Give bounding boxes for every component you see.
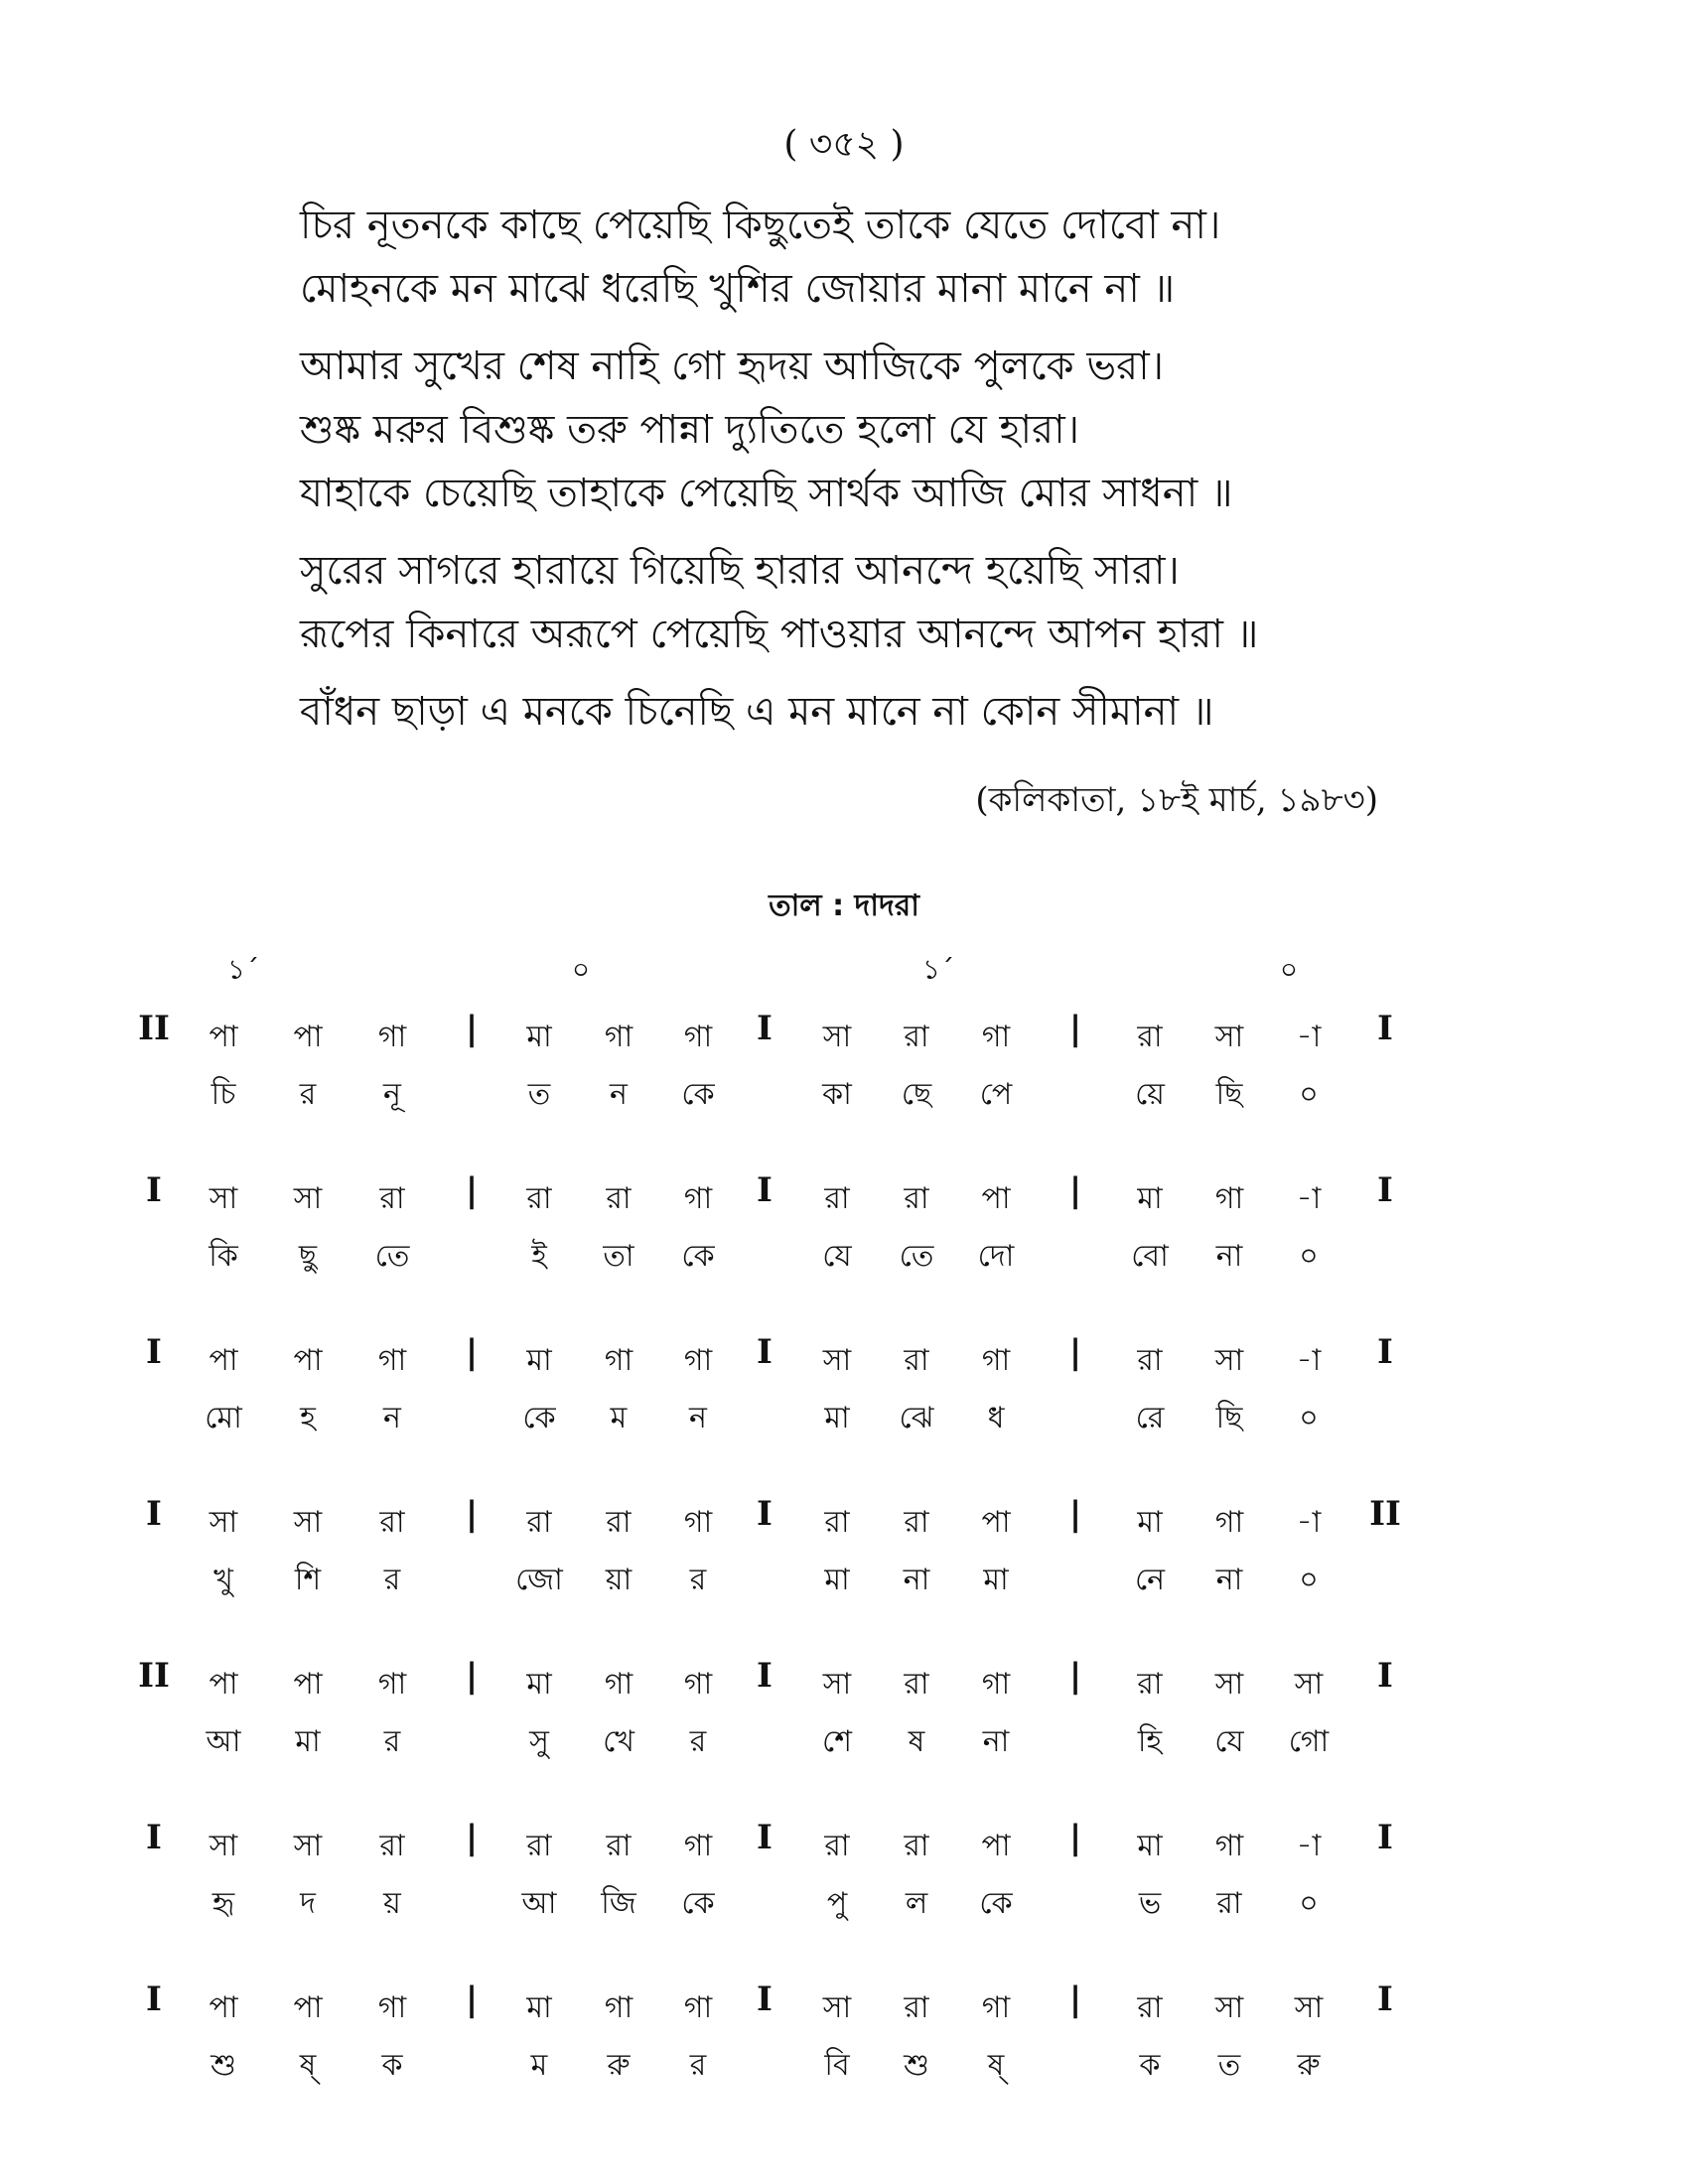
note-cell: রা	[526, 1829, 552, 1863]
note-cell: সা	[1214, 1667, 1244, 1702]
barline: I	[146, 1818, 162, 1857]
note-cell: গা	[377, 1667, 407, 1702]
lyric-syllable: ই	[531, 1239, 547, 1274]
barline: I	[757, 1170, 773, 1210]
note-cell: রা	[526, 1181, 552, 1216]
lyric-syllable: যে	[1214, 1724, 1244, 1759]
note-cell: গা	[981, 1343, 1011, 1378]
note-cell: রা	[824, 1505, 850, 1540]
lyric-syllable: র	[383, 1724, 401, 1759]
barline: II	[138, 1656, 170, 1696]
lyric-syllable: তা	[603, 1239, 634, 1274]
note-cell: সা	[822, 1020, 852, 1054]
lyric-syllable: সু	[529, 1724, 549, 1759]
lyric-syllable: কে	[681, 1077, 715, 1112]
lyric-syllable: র	[689, 2048, 707, 2083]
note-cell: রা	[904, 1829, 929, 1863]
lyric-syllable: শু	[904, 2048, 929, 2083]
note-cell: পা	[293, 1990, 323, 2025]
note-cell: পা	[293, 1667, 323, 1702]
lyric-syllable: শু	[211, 2048, 236, 2083]
note-cell: মা	[526, 1343, 552, 1378]
lyric-syllable: রু	[1297, 2048, 1321, 2083]
lyric-syllable: ষ্	[987, 2048, 1005, 2083]
barline: I	[757, 1009, 773, 1048]
lyric-line: বাঁধন ছাড়া এ মনকে চিনেছি এ মন মানে না কোন সীমানা ॥	[300, 689, 1214, 735]
note-cell: গা	[683, 1829, 713, 1863]
lyrics	[300, 194, 1491, 757]
note-cell: -া	[1296, 1020, 1322, 1054]
note-cell: সা	[293, 1829, 323, 1863]
note-cell: পা	[293, 1020, 323, 1054]
note-cell: রা	[606, 1505, 632, 1540]
note-cell: গা	[1214, 1181, 1244, 1216]
note-cell: রা	[1137, 1990, 1163, 2025]
note-cell: রা	[379, 1181, 405, 1216]
note-cell: রা	[824, 1181, 850, 1216]
note-cell: পা	[209, 1020, 238, 1054]
barline: |	[1068, 1332, 1082, 1372]
note-cell: পা	[209, 1667, 238, 1702]
lyric-syllable: ঝে	[899, 1401, 934, 1435]
lyric-syllable: আ	[521, 1886, 557, 1921]
lyric-syllable: ছি	[1215, 1077, 1243, 1112]
lyric-syllable: র	[383, 1563, 401, 1597]
lyric-syllable: ষ্	[299, 2048, 317, 2083]
lyric-syllable: র	[689, 1563, 707, 1597]
lyric-syllable: মো	[205, 1401, 242, 1435]
lyric-syllable: পু	[826, 1886, 848, 1921]
note-cell: -া	[1296, 1505, 1322, 1540]
lyric-syllable: যে	[822, 1239, 852, 1274]
barline: I	[1377, 1170, 1393, 1210]
note-cell: পা	[209, 1343, 238, 1378]
lyric-syllable: য়া	[605, 1563, 633, 1597]
note-cell: রা	[379, 1505, 405, 1540]
lyric-syllable: ন	[383, 1401, 401, 1435]
lyric-syllable: ক	[1139, 2048, 1161, 2083]
note-cell: গা	[377, 1990, 407, 2025]
lyric-syllable: হ	[300, 1401, 316, 1435]
note-cell: গা	[377, 1343, 407, 1378]
note-cell: মা	[526, 1667, 552, 1702]
note-cell: গা	[604, 1667, 633, 1702]
note-cell: সা	[1294, 1990, 1324, 2025]
barline: I	[757, 1979, 773, 2019]
note-cell: সা	[1214, 1020, 1244, 1054]
lyric-syllable: ০	[1299, 1563, 1319, 1597]
lyric-syllable: কে	[681, 1239, 715, 1274]
lyric-syllable: মা	[824, 1401, 850, 1435]
lyric-syllable: নে	[1134, 1563, 1166, 1597]
lyric-syllable: র	[689, 1724, 707, 1759]
lyric-syllable: ন	[689, 1401, 707, 1435]
barline: I	[1377, 1979, 1393, 2019]
note-cell: রা	[1137, 1020, 1163, 1054]
lyric-syllable: না	[903, 1563, 930, 1597]
note-cell: সা	[822, 1667, 852, 1702]
lyric-syllable: খে	[603, 1724, 634, 1759]
barline: I	[757, 1494, 773, 1534]
lyric-syllable: ল	[905, 1886, 928, 1921]
lyric-syllable: না	[982, 1724, 1010, 1759]
note-cell: গা	[604, 1020, 633, 1054]
lyric-syllable: ত	[1217, 2048, 1241, 2083]
note-cell: রা	[904, 1990, 929, 2025]
lyric-syllable: মা	[295, 1724, 321, 1759]
lyric-syllable: ভ	[1138, 1886, 1162, 1921]
note-cell: রা	[1137, 1343, 1163, 1378]
note-cell: গা	[683, 1020, 713, 1054]
stanza	[300, 194, 1491, 321]
lyric-line: রূপের কিনারে অরূপে পেয়েছি পাওয়ার আনন্দে আপন হারা ॥	[300, 612, 1259, 657]
note-cell: গা	[377, 1020, 407, 1054]
lyric-syllable: আ	[206, 1724, 241, 1759]
barline: I	[757, 1332, 773, 1372]
note-cell: রা	[904, 1505, 929, 1540]
lyric-syllable: কে	[979, 1886, 1013, 1921]
note-cell: পা	[981, 1505, 1011, 1540]
tala-title: তাল : দাদরা	[769, 888, 919, 923]
barline: |	[465, 1656, 479, 1696]
note-cell: -া	[1296, 1343, 1322, 1378]
lyric-syllable: কে	[522, 1401, 556, 1435]
note-cell: মা	[526, 1990, 552, 2025]
note-cell: গা	[683, 1181, 713, 1216]
note-cell: মা	[526, 1020, 552, 1054]
barline: |	[1068, 1009, 1082, 1048]
note-cell: পা	[293, 1343, 323, 1378]
note-cell: সা	[1214, 1990, 1244, 2025]
lyric-syllable: র	[299, 1077, 317, 1112]
note-cell: গা	[604, 1343, 633, 1378]
barline: |	[465, 1818, 479, 1857]
lyric-syllable: ছু	[298, 1239, 318, 1274]
lyric-syllable: রে	[1135, 1401, 1165, 1435]
note-cell: গা	[981, 1667, 1011, 1702]
barline: II	[1369, 1494, 1401, 1534]
lyric-syllable: না	[1215, 1563, 1243, 1597]
beat-marker: ০	[1279, 953, 1299, 986]
barline: I	[146, 1494, 162, 1534]
lyric-syllable: বো	[1131, 1239, 1169, 1274]
note-cell: মা	[1137, 1181, 1163, 1216]
barline: I	[1377, 1656, 1393, 1696]
barline: |	[1068, 1170, 1082, 1210]
stanza	[300, 680, 1491, 744]
lyric-syllable: ম	[530, 2048, 548, 2083]
barline: I	[1377, 1332, 1393, 1372]
barline: |	[465, 1979, 479, 2019]
stanza	[300, 539, 1491, 666]
note-cell: রা	[379, 1829, 405, 1863]
lyric-syllable: ক	[381, 2048, 403, 2083]
page-number: ( ৩৫২ )	[783, 124, 905, 165]
lyric-syllable: ধ	[987, 1401, 1005, 1435]
note-cell: পা	[209, 1990, 238, 2025]
note-cell: রা	[1137, 1667, 1163, 1702]
lyric-syllable: ষ	[908, 1724, 925, 1759]
lyric-syllable: ০	[1299, 1239, 1319, 1274]
lyric-syllable: কা	[822, 1077, 852, 1112]
barline: |	[1068, 1979, 1082, 2019]
lyric-syllable: শে	[822, 1724, 852, 1759]
lyric-syllable: গো	[1288, 1724, 1330, 1759]
lyric-syllable: তে	[899, 1239, 934, 1274]
barline: I	[146, 1332, 162, 1372]
lyric-syllable: য়	[383, 1886, 401, 1921]
lyric-syllable: কি	[209, 1239, 238, 1274]
note-cell: গা	[981, 1990, 1011, 2025]
barline: |	[465, 1332, 479, 1372]
note-cell: রা	[606, 1181, 632, 1216]
lyric-syllable: ছি	[1215, 1401, 1243, 1435]
beat-marker: ১´	[226, 953, 260, 986]
note-cell: মা	[1137, 1505, 1163, 1540]
note-cell: সা	[822, 1990, 852, 2025]
lyric-syllable: ০	[1299, 1401, 1319, 1435]
note-cell: -া	[1296, 1829, 1322, 1863]
note-cell: গা	[683, 1667, 713, 1702]
lyric-syllable: খু	[213, 1563, 233, 1597]
lyric-syllable: জো	[515, 1563, 563, 1597]
note-cell: গা	[683, 1505, 713, 1540]
lyric-syllable: ত	[527, 1077, 551, 1112]
lyric-syllable: ছে	[901, 1077, 932, 1112]
dateline: (কলিকাতা, ১৮ই মার্চ, ১৯৮৩)	[975, 780, 1378, 820]
lyric-line: যাহাকে চেয়েছি তাহাকে পেয়েছি সার্থক আজি মোর সাধনা ॥	[300, 471, 1233, 516]
barline: I	[1377, 1818, 1393, 1857]
note-cell: মা	[1137, 1829, 1163, 1863]
barline: I	[146, 1170, 162, 1210]
lyric-syllable: দ	[300, 1886, 316, 1921]
note-cell: রা	[904, 1667, 929, 1702]
note-cell: রা	[526, 1505, 552, 1540]
note-cell: সা	[293, 1505, 323, 1540]
note-cell: গা	[604, 1990, 633, 2025]
note-cell: সা	[209, 1505, 238, 1540]
note-cell: রা	[904, 1181, 929, 1216]
barline: I	[757, 1818, 773, 1857]
lyric-syllable: নূ	[383, 1077, 401, 1112]
lyric-syllable: য়ে	[1135, 1077, 1165, 1112]
lyric-syllable: ০	[1299, 1886, 1319, 1921]
lyric-syllable: চি	[211, 1077, 236, 1112]
note-cell: রা	[904, 1343, 929, 1378]
lyric-line: আমার সুখের শেষ নাহি গো হৃদয় আজিকে পুলকে ভরা।	[300, 343, 1165, 389]
note-cell: সা	[209, 1181, 238, 1216]
lyric-syllable: দো	[977, 1239, 1015, 1274]
lyric-line: শুষ্ক মরুর বিশুষ্ক তরু পান্না দ্যুতিতে হলো যে হারা।	[300, 407, 1079, 453]
lyric-syllable: ম	[610, 1401, 628, 1435]
lyric-syllable: রা	[1216, 1886, 1242, 1921]
note-cell: গা	[981, 1020, 1011, 1054]
note-cell: সা	[1294, 1667, 1324, 1702]
lyric-line: মোহনকে মন মাঝে ধরেছি খুশির জোয়ার মানা মানে না ॥	[300, 266, 1176, 312]
barline: |	[465, 1009, 479, 1048]
stanza	[300, 335, 1491, 525]
note-cell: রা	[904, 1020, 929, 1054]
barline: II	[138, 1009, 170, 1048]
note-cell: পা	[981, 1181, 1011, 1216]
note-cell: -া	[1296, 1181, 1322, 1216]
notation-grid	[0, 928, 1688, 2083]
note-cell: সা	[209, 1829, 238, 1863]
lyric-syllable: বি	[824, 2048, 850, 2083]
lyric-syllable: জি	[601, 1886, 636, 1921]
note-cell: সা	[1214, 1343, 1244, 1378]
lyric-line: সুরের সাগরে হারায়ে গিয়েছি হারার আনন্দে হয়েছি সারা।	[300, 548, 1180, 594]
lyric-line: চির নূতনকে কাছে পেয়েছি কিছুতেই তাকে যেতে দোবো না।	[300, 203, 1221, 248]
note-cell: রা	[606, 1829, 632, 1863]
barline: I	[146, 1979, 162, 2019]
lyric-syllable: না	[1215, 1239, 1243, 1274]
beat-marker: ১´	[921, 953, 955, 986]
beat-marker: ০	[571, 953, 591, 986]
lyric-syllable: শি	[294, 1563, 322, 1597]
lyric-syllable: রু	[607, 2048, 631, 2083]
barline: |	[465, 1494, 479, 1534]
barline: I	[1377, 1009, 1393, 1048]
note-cell: পা	[981, 1829, 1011, 1863]
note-cell: রা	[824, 1829, 850, 1863]
barline: |	[1068, 1494, 1082, 1534]
note-cell: গা	[683, 1343, 713, 1378]
note-cell: গা	[1214, 1829, 1244, 1863]
barline: I	[757, 1656, 773, 1696]
note-cell: সা	[293, 1181, 323, 1216]
note-cell: সা	[822, 1343, 852, 1378]
lyric-syllable: ০	[1299, 1077, 1319, 1112]
barline: |	[465, 1170, 479, 1210]
lyric-syllable: মা	[824, 1563, 850, 1597]
lyric-syllable: তে	[374, 1239, 410, 1274]
barline: |	[1068, 1656, 1082, 1696]
lyric-syllable: ন	[610, 1077, 628, 1112]
lyric-syllable: মা	[983, 1563, 1009, 1597]
note-cell: গা	[1214, 1505, 1244, 1540]
note-cell: গা	[683, 1990, 713, 2025]
lyric-syllable: পে	[979, 1077, 1013, 1112]
lyric-syllable: হি	[1137, 1724, 1163, 1759]
lyric-syllable: হৃ	[211, 1886, 235, 1921]
barline: |	[1068, 1818, 1082, 1857]
lyric-syllable: কে	[681, 1886, 715, 1921]
